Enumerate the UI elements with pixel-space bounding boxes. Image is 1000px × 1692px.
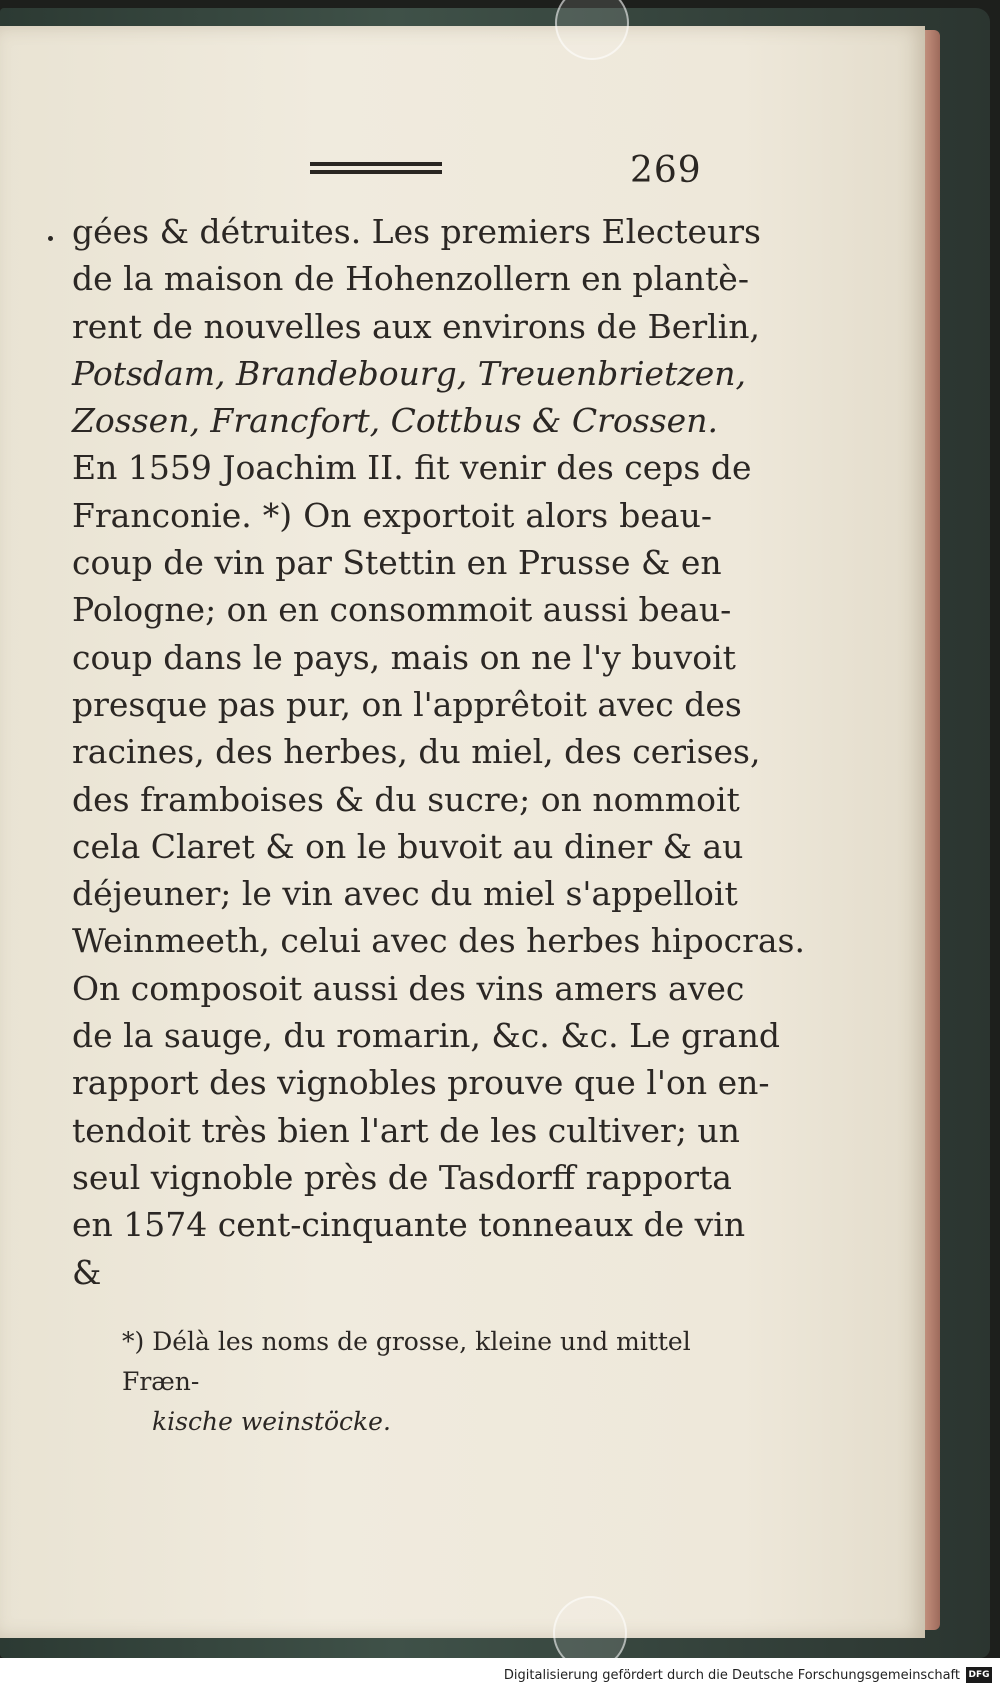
footnote-line-1: *) Délà les noms de grosse, kleine und mittel Fræn- — [122, 1327, 691, 1396]
page-number: 269 — [630, 150, 702, 191]
text-line: Potsdam, Brandebourg, Treuenbrietzen, — [72, 353, 746, 393]
text-line: tendoit très bien l'art de les cultiver; un — [72, 1110, 740, 1150]
text-line: cela Claret & on le buvoit au diner & au — [72, 826, 744, 866]
footnote — [122, 1322, 722, 1442]
catchword: & — [72, 1252, 102, 1292]
text-line: Weinmeeth, celui avec des herbes hipocras. — [72, 921, 805, 961]
text-line: déjeuner; le vin avec du miel s'appelloit — [72, 874, 738, 914]
credit-text: Digitalisierung gefördert durch die Deutsche Forschungsgemeinschaft — [503, 1667, 960, 1683]
text-line: coup dans le pays, mais on ne l'y buvoit — [72, 637, 736, 677]
footnote-line-2: kische weinstöcke. — [152, 1407, 391, 1436]
text-line: Franconie. *) On exportoit alors beau- — [72, 495, 712, 535]
text-line: de la sauge, du romarin, &c. &c. Le grand — [72, 1016, 780, 1056]
text-line: presque pas pur, on l'apprêtoit avec des — [72, 684, 742, 724]
text-line: coup de vin par Stettin en Prusse & en — [72, 543, 722, 583]
header-rule — [310, 162, 442, 174]
digitization-credit — [0, 1658, 1000, 1692]
text-line: On composoit aussi des vins amers avec — [72, 968, 745, 1008]
text-line: rapport des vignobles prouve que l'on en- — [72, 1063, 770, 1103]
text-line: seul vignoble près de Tasdorff rapporta — [72, 1157, 732, 1197]
text-line: de la maison de Hohenzollern en plantè- — [72, 259, 749, 299]
text-line: racines, des herbes, du miel, des cerises, — [72, 732, 761, 772]
text-line: Pologne; on en consommoit aussi beau- — [72, 590, 732, 630]
dfg-logo: DFG — [966, 1667, 992, 1683]
body-text — [72, 208, 805, 1296]
page-clip-top — [555, 0, 629, 60]
text-line: des framboises & du sucre; on nommoit — [72, 779, 740, 819]
text-line: Zossen, Francfort, Cottbus & Crossen. — [72, 401, 718, 441]
margin-mark — [48, 236, 53, 241]
text-line: gées & détruites. Les premiers Electeurs — [72, 212, 761, 251]
text-line: En 1559 Joachim II. fit venir des ceps de — [72, 448, 752, 488]
text-line: en 1574 cent-cinquante tonneaux de vin — [72, 1205, 746, 1245]
text-line: rent de nouvelles aux environs de Berlin, — [72, 306, 760, 346]
